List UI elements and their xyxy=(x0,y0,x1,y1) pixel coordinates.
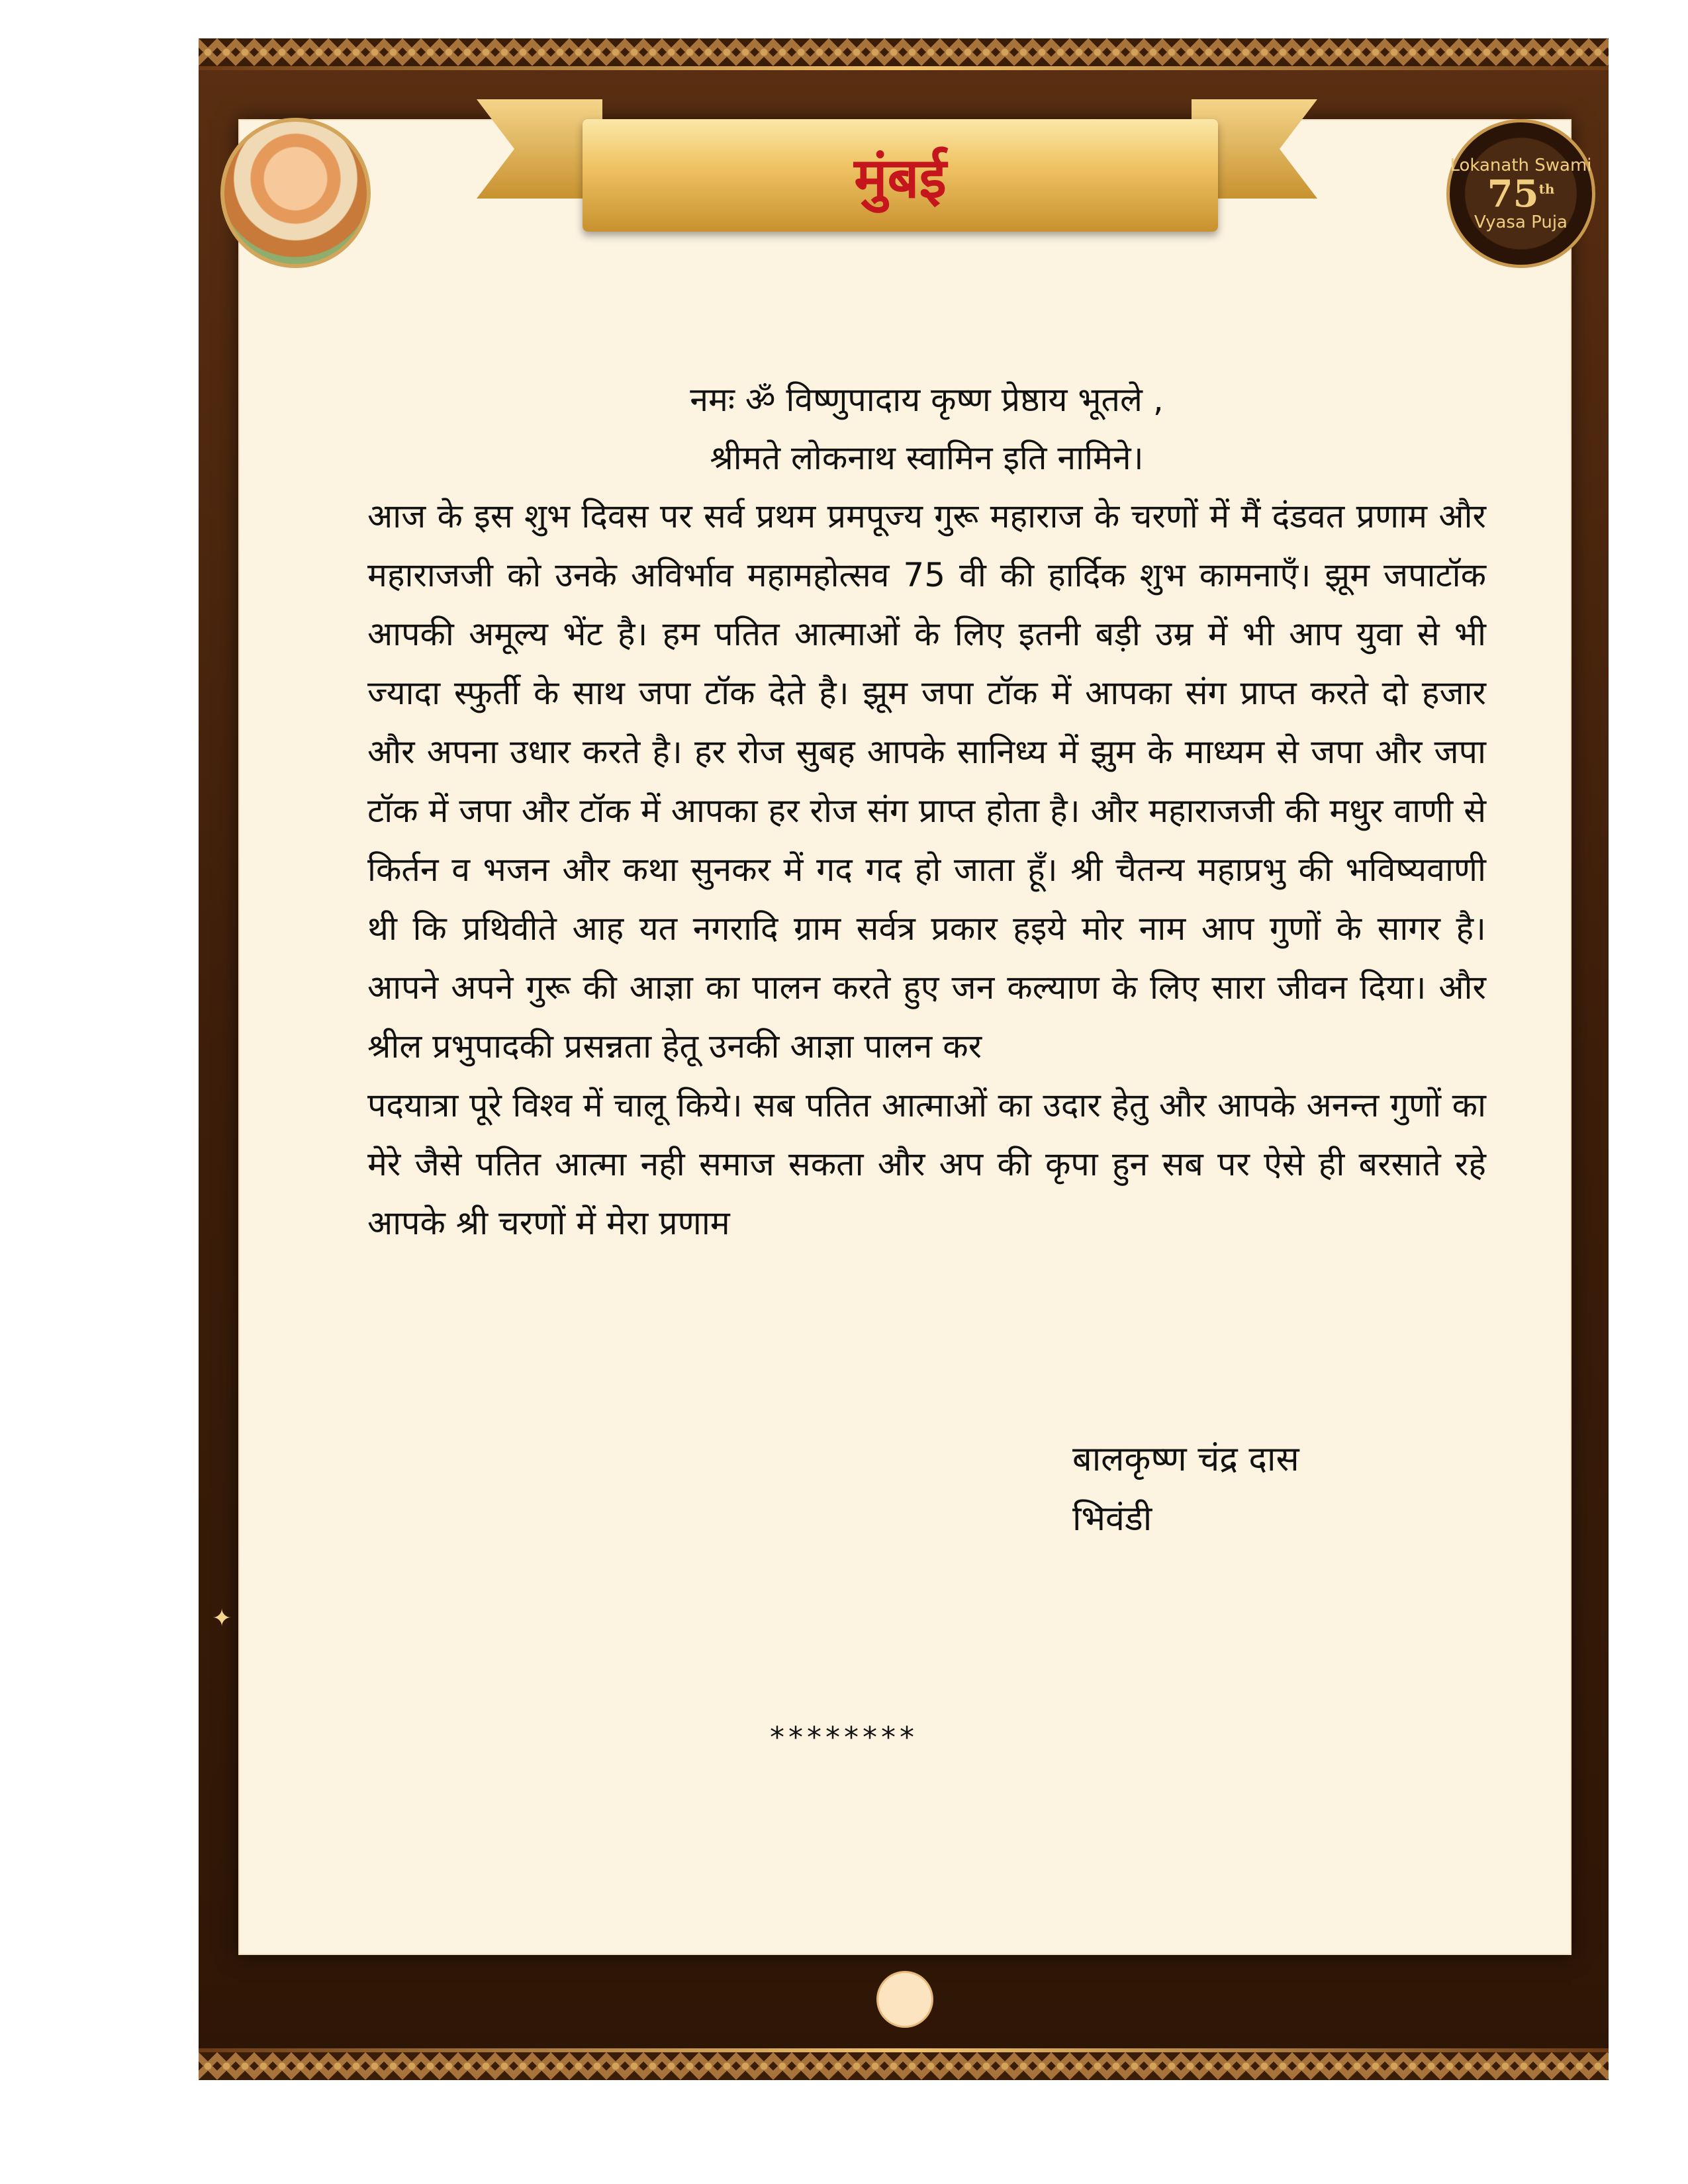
verse-line-1: नमः ॐ विष्णुपादाय कृष्ण प्रेष्ठाय भूतले , xyxy=(690,381,1164,419)
signature-name: बालकृष्ण चंद्र दास xyxy=(1072,1439,1299,1479)
verse-line-2: श्रीमते लोकनाथ स्वामिन इति नामिने। xyxy=(710,439,1144,477)
bottom-medallion xyxy=(876,1971,933,2028)
signature-block xyxy=(1072,1430,1299,1549)
top-ornament-border xyxy=(199,38,1609,66)
separator-stars: ******** xyxy=(770,1721,918,1754)
title-ribbon xyxy=(583,119,1218,232)
seal-top-text: Lokanath Swami xyxy=(1450,155,1592,175)
page-title: मुंबई xyxy=(854,145,947,210)
letter-content xyxy=(367,371,1486,1253)
seal-suffix: th xyxy=(1538,180,1555,197)
sparkle-icon: ✦ xyxy=(212,1605,232,1632)
body-paragraph-2: पदयात्रा पूरे विश्व में चालू किये। सब पतित आत्माओं का उदार हेतु और आपके अनन्त गुणों का मेरे जैसे पतित आत्मा नही समाज सकता और अप की कृपा हुन सब पर ऐसे ही बरसाते रहे आपके श्री चरणों में मेरा प्रणाम xyxy=(367,1086,1486,1242)
bottom-ornament-border xyxy=(199,2052,1609,2080)
body-paragraph-1: आज के इस शुभ दिवस पर सर्व प्रथम प्रमपूज्य गुरू महाराज के चरणों में मैं दंडवत प्रणाम और महाराजजी को उनके अविर्भाव महामहोत्सव 75 वी की हार्दिक शुभ कामनाएँ। झूम जपाटॉक आपकी अमूल्य भेंट है। हम पतित आत्माओं के लिए इतनी बड़ी उम्र में भी आप युवा से भी ज्यादा स्फुर्ती के साथ जपा टॉक देते है। झूम जपा टॉक में आपका संग प्राप्त करते दो हजार और अपना उधार करते है। हर रोज सुबह आपके सानिध्य में झुम के माध्यम से जपा और जपा टॉक में जपा और टॉक में आपका हर रोज संग प्राप्त होता है। और महाराजजी की मधुर वाणी से किर्तन व भजन और कथा सुनकर में गद गद हो जाता हूँ। श्री चैतन्य महाप्रभु की भविष्यवाणी थी कि प्रथिवीते आह यत नगरादि ग्राम सर्वत्र प्रकार हइये मोर नाम आप गुणों के सागर है। आपने अपने गुरू की आज्ञा का पालन करते हुए जन कल्याण के लिए सारा जीवन दिया। और श्रील प्रभुपादकी प्रसन्नता हेतू उनकी आज्ञा पालन कर xyxy=(367,497,1486,1066)
avatar xyxy=(220,118,371,268)
seal-number: 75th xyxy=(1487,171,1555,216)
top-glow-line xyxy=(199,66,1609,70)
vyasa-puja-seal xyxy=(1446,119,1595,268)
signature-place: भिवंडी xyxy=(1072,1499,1152,1539)
seal-bottom-text: Vyasa Puja xyxy=(1474,212,1568,232)
